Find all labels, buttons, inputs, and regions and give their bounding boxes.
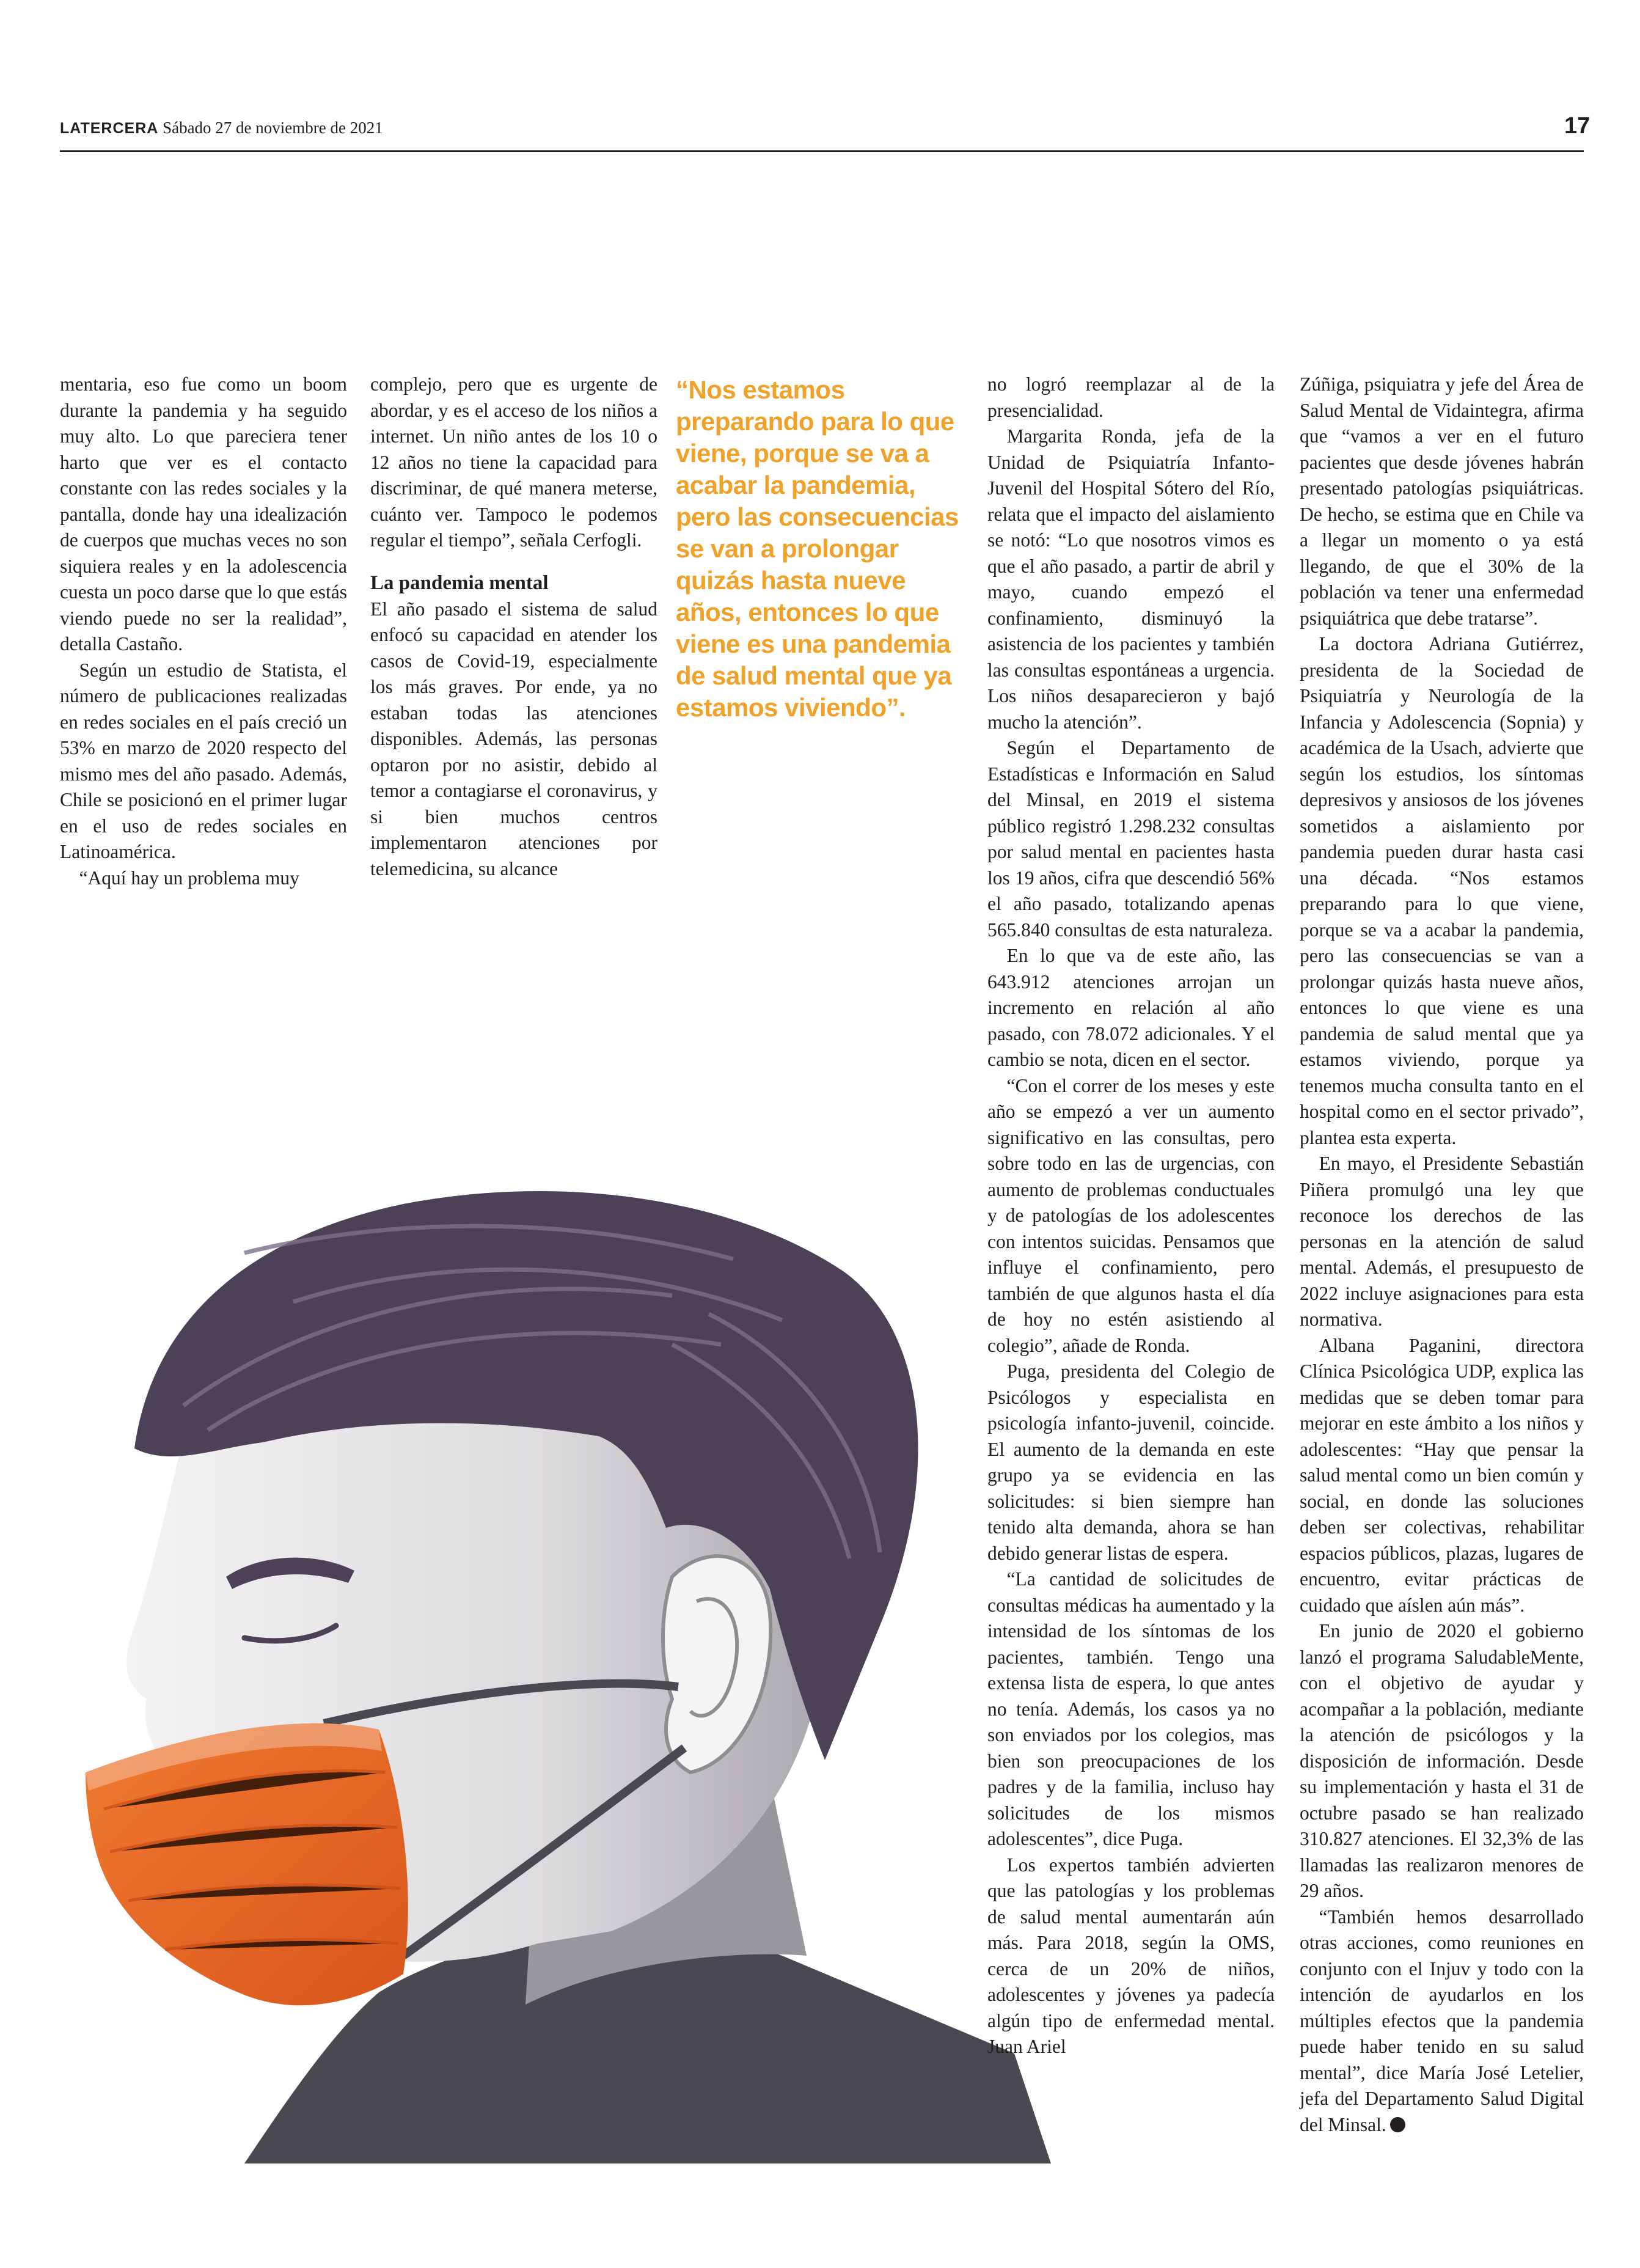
end-mark-icon xyxy=(1390,2117,1405,2132)
paragraph: En junio de 2020 el gobierno lanzó el programa SaludableMente, con el objetivo de ayudar y acompañar a la población, mediante la atención de psicólogos y la disposición de información. Desde su implementación y hasta el 31 de octubre pasado se han realizado 310.827 atenciones. El 32,3% de las llamadas las realizaron menores de 29 años. xyxy=(1300,1620,1584,1901)
paragraph: “Aquí hay un problema muy xyxy=(79,867,299,889)
paragraph: Los expertos también advierten que las patologías y los problemas de salud mental aumentarán aún más. Para 2018, según la OMS, cerca de un 20% de niños, adolescentes y jóvenes ya padecía algún tipo de enfermedad mental. Juan Ariel xyxy=(987,1854,1275,2057)
article-column-5 xyxy=(1300,372,1584,2138)
paragraph: Puga, presidenta del Colegio de Psicólogos y especialista en psicología infanto-juvenil, coincide. El aumento de la demanda en este grupo ya se evidencia en las solicitudes: si bien siempre han tenido alta demanda, ahora se han debido generar listas de espera. xyxy=(987,1360,1275,1564)
paragraph: Según el Departamento de Estadísticas e Información en Salud del Minsal, en 2019 el sistema público registró 1.298.232 consultas por salud mental en pacientes hasta los 19 años, cifra que descendió 56% el año pasado, totalizando apenas 565.840 consultas de esta naturaleza. xyxy=(987,737,1275,941)
paragraph: Según un estudio de Statista, el número de publicaciones realizadas en redes sociales en el país creció un 53% en marzo de 2020 respecto del mismo mes del año pasado. Además, Chile se posicionó en el primer lugar en el uso de redes sociales en Latinoamérica. xyxy=(60,659,347,862)
pull-quote: “Nos estamos preparando para lo que viene, porque se va a acabar la pandemia, pero las consecuencias se van a prolongar quizás hasta nueve años, entonces lo que viene es una pandemia de salud mental que ya estamos viviendo”. xyxy=(676,375,959,722)
masked-man-illustration-icon xyxy=(61,1161,1100,2163)
article-column-2 xyxy=(370,372,657,882)
paragraph: “Con el correr de los meses y este año se empezó a ver un aumento significativo en las consultas, pero sobre todo en las de urgencias, con aumento de problemas conductuales y de patologías de los adolescentes con intentos suicidas. Pensamos que influye el confinamiento, pero también de que algunos hasta el día de hoy no estén asistiendo al colegio”, añade de Ronda. xyxy=(987,1074,1275,1356)
last-paragraph xyxy=(1300,1904,1584,2138)
issue-date: Sábado 27 de noviembre de 2021 xyxy=(163,119,383,137)
paragraph: La doctora Adriana Gutiérrez, presidenta de la Sociedad de Psiquiatría y Neurología de la Infancia y Adolescencia (Sopnia) y académica de la Usach, advierte que según los estudios, los síntomas depresivos y ansiosos de los jóvenes sometidos a aislamiento por pandemia pueden durar hasta casi una década. “Nos estamos preparando para lo que viene, porque se va a acabar la pandemia, pero las consecuencias se van a prolongar quizás hasta nueve años, entonces lo que viene es una pandemia de salud mental que ya estamos viviendo, porque ya tenemos mucha consulta tanto en el hospital como en el sector privado”, plantea esta experta. xyxy=(1300,633,1584,1148)
paragraph: Margarita Ronda, jefa de la Unidad de Psiquiatría Infanto-Juvenil del Hospital Sótero del Río, relata que el impacto del aislamiento se notó: “Lo que nosotros vimos es que el año pasado, a partir de abril y mayo, cuando empezó el confinamiento, disminuyó la asistencia de los pacientes y también las consultas espontáneas a urgencia. Los niños desaparecieron y bajó mucho la atención”. xyxy=(987,425,1275,733)
paragraph: no logró reemplazar al de la presencialidad. xyxy=(987,373,1275,421)
page-number: 17 xyxy=(1564,113,1591,139)
article-column-4 xyxy=(987,372,1275,2060)
page-header xyxy=(60,119,383,138)
paragraph-text: “También hemos desarrollado otras acciones, como reuniones en conjunto con el Injuv y todo con la intención de ayudarlos en los múltiples efectos que la pandemia puede haber tenido en su salud mental”, dice María José Letelier, jefa del Departamento Salud Digital del Minsal. xyxy=(1300,1906,1584,2135)
section-subhead: La pandemia mental xyxy=(370,571,549,594)
paragraph: El año pasado el sistema de salud enfocó su capacidad en atender los casos de Covid-19, especialmente los más graves. Por ende, ya no estaban todas las atenciones disponibles. Además, las personas optaron por no asistir, debido al temor a contagiarse el coronavirus, y si bien muchos centros implementaron atenciones por telemedicina, su alcance xyxy=(370,598,657,879)
paragraph: En lo que va de este año, las 643.912 atenciones arrojan un incremento en relación al año pasado, con 78.072 adicionales. Y el cambio se nota, dicen en el sector. xyxy=(987,945,1275,1070)
paragraph: Albana Paganini, directora Clínica Psicológica UDP, explica las medidas que se deben tomar para mejorar en este ámbito a los niños y adolescentes: “Hay que pensar la salud mental como un bien común y social, en donde las soluciones deben ser colectivas, rehabilitar espacios públicos, plazas, lugares de encuentro, evitar prácticas de cuidado que aíslen aún más”. xyxy=(1300,1334,1584,1616)
paragraph: “La cantidad de solicitudes de consultas médicas ha aumentado y la intensidad de los síntomas de los pacientes, también. Tengo una extensa lista de espera, lo que antes no tenía. Además, los casos ya no son enviados por los colegios, mas bien son preocupaciones de los padres y de la familia, incluso hay solicitudes de los mismos adolescentes”, dice Puga. xyxy=(987,1568,1275,1849)
paragraph: mentaria, eso fue como un boom durante la pandemia y ha seguido muy alto. Lo que pareciera tener harto que ver es el contacto constante con las redes sociales y la pantalla, donde hay una idealización de cuerpos que muchas veces no son siquiera reales y en la adolescencia cuesta un poco darse que lo que estás viendo puede no ser la realidad”, detalla Castaño. xyxy=(60,373,347,655)
header-rule xyxy=(60,150,1584,152)
article-column-1 xyxy=(60,372,347,891)
paragraph: complejo, pero que es urgente de abordar, y es el acceso de los niños a internet. Un niño antes de los 10 o 12 años no tiene la capacidad para discriminar, de qué manera meterse, cuánto ver. Tampoco le podemos regular el tiempo”, señala Cerfogli. xyxy=(370,373,657,551)
paragraph: Zúñiga, psiquiatra y jefe del Área de Salud Mental de Vidaintegra, afirma que “vamos a ver en el futuro pacientes que desde jóvenes habrán presentado patologías psiquiátricas. De hecho, se estima que en Chile va a llegar un momento o ya está llegando, de que el 30% de la población va tener una enfermedad psiquiátrica que debe tratarse”. xyxy=(1300,373,1584,629)
newspaper-brand: LATERCERA xyxy=(60,120,159,137)
paragraph: En mayo, el Presidente Sebastián Piñera promulgó una ley que reconoce los derechos de las personas en la atención de salud mental. Además, el presupuesto de 2022 incluye asignaciones para esta normativa. xyxy=(1300,1153,1584,1330)
